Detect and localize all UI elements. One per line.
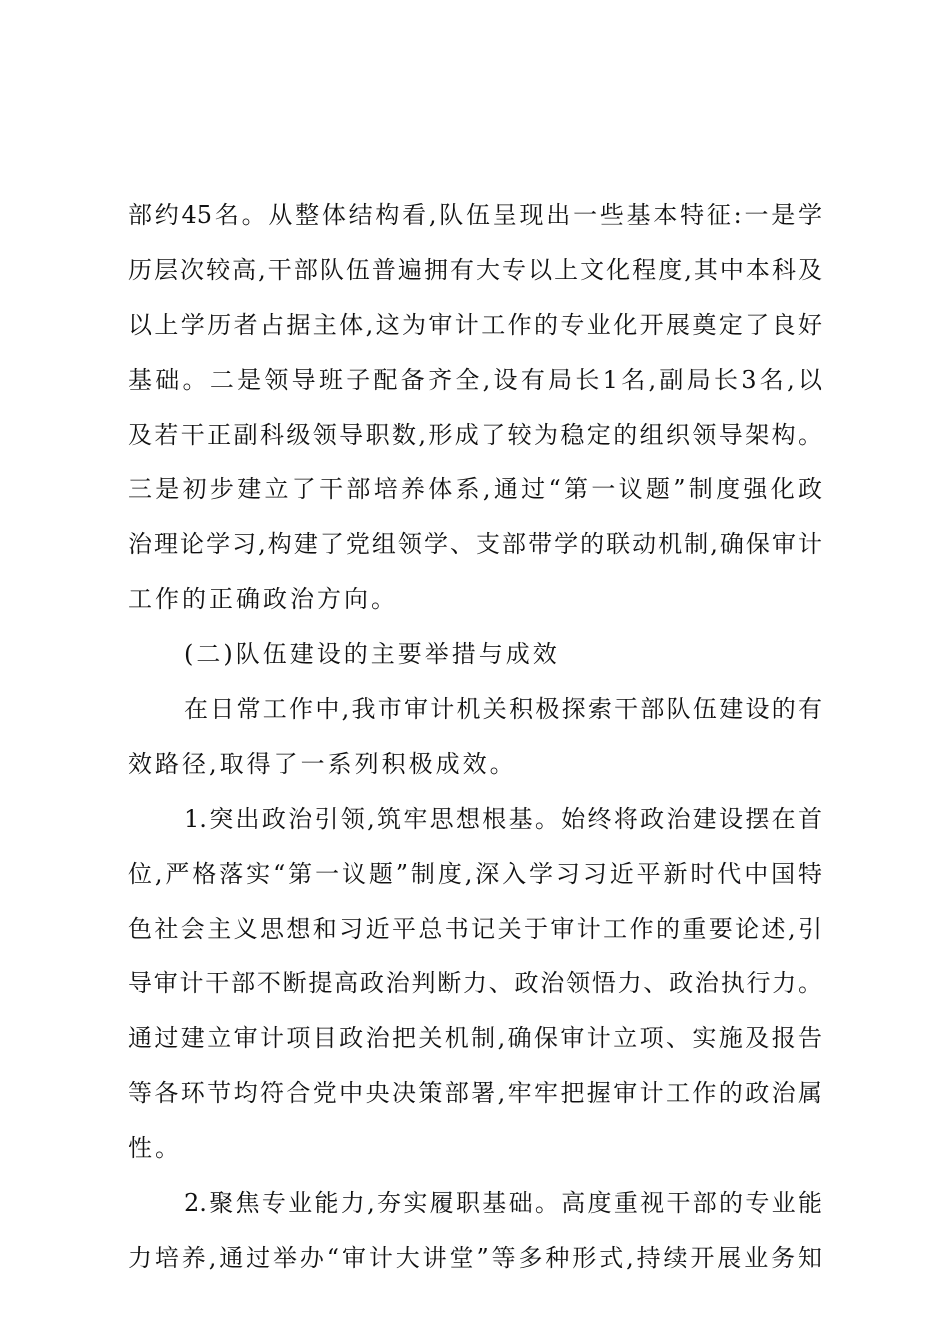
text-line: 2.聚焦专业能力,夯实履职基础。高度重视干部的专业能 (184, 1189, 822, 1218)
section-heading (128, 635, 822, 690)
text-line: 力培养,通过举办“审计大讲堂”等多种形式,持续开展业务知 (128, 1243, 822, 1272)
text-line: 以上学历者占据主体,这为审计工作的专业化开展奠定了良好 (128, 310, 822, 339)
text-line: 及若干正副科级领导职数,形成了较为稳定的组织领导架构。 (128, 420, 822, 449)
text-line: 通过建立审计项目政治把关机制,确保审计立项、实施及报告 (128, 1024, 822, 1053)
heading-text: (二)队伍建设的主要举措与成效 (184, 640, 560, 669)
text-line: 历层次较高,干部队伍普遍拥有大专以上文化程度,其中本科及 (128, 255, 822, 284)
text-line: 导审计干部不断提高政治判断力、政治领悟力、政治执行力。 (128, 969, 822, 998)
text-line: 部约45名。从整体结构看,队伍呈现出一些基本特征:一是学 (128, 201, 822, 229)
text-line: 基础。二是领导班子配备齐全,设有局长1名,副局长3名,以 (128, 365, 822, 394)
text-line: 性。 (128, 1134, 182, 1163)
text-line: 在日常工作中,我市审计机关积极探索干部队伍建设的有 (184, 695, 822, 724)
text-line: 色社会主义思想和习近平总书记关于审计工作的重要论述,引 (128, 914, 822, 943)
paragraph-team-structure (128, 196, 822, 635)
document-page (128, 196, 822, 1294)
text-line: 治理论学习,构建了党组领学、支部带学的联动机制,确保审计 (128, 530, 822, 559)
text-line: 三是初步建立了干部培养体系,通过“第一议题”制度强化政 (128, 475, 822, 504)
text-line: 效路径,取得了一系列积极成效。 (128, 749, 517, 778)
paragraph-item-2 (128, 1184, 822, 1294)
text-line: 等各环节均符合党中央决策部署,牢牢把握审计工作的政治属 (128, 1079, 822, 1108)
text-line: 1.突出政治引领,筑牢思想根基。始终将政治建设摆在首 (184, 804, 822, 833)
paragraph-intro (128, 690, 822, 800)
text-line: 位,严格落实“第一议题”制度,深入学习习近平新时代中国特 (128, 859, 822, 888)
text-line: 工作的正确政治方向。 (128, 585, 398, 614)
paragraph-item-1 (128, 800, 822, 1184)
